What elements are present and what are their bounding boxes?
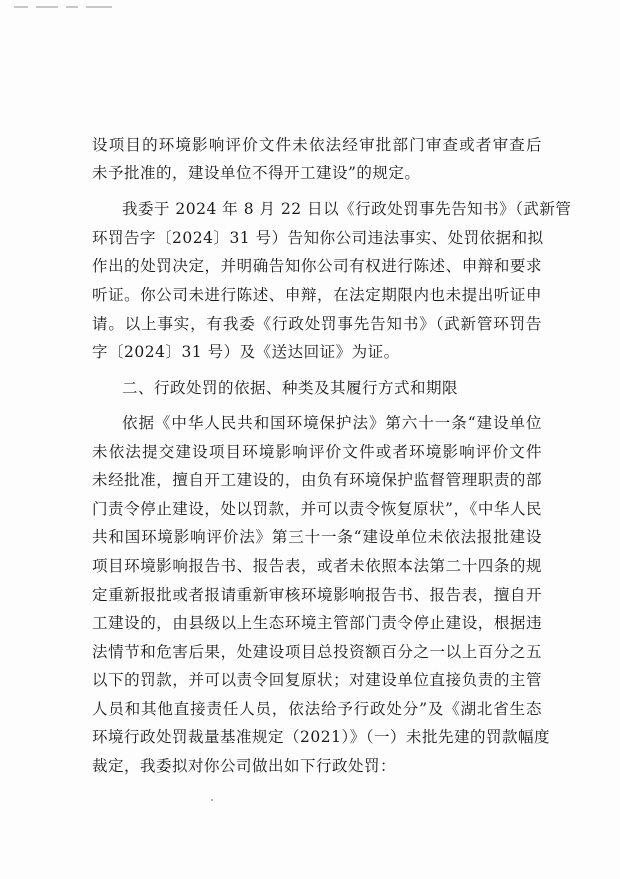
paragraph-line: 法情节和危害后果，处建设项目总投资额百分之一以上百分之五 (92, 643, 542, 661)
scan-header-marks (14, 6, 124, 10)
paragraph-line: 人员和其他直接责任人员，依法给予行政处分”及《湖北省生态 (92, 700, 542, 718)
section-heading: 二、行政处罚的依据、种类及其履行方式和期限 (122, 379, 459, 397)
paragraph-line: 依据《中华人民共和国环境保护法》第六十一条“建设单位 (122, 414, 542, 432)
paragraph-line: 未经批准，擅自开工建设的，由负有环境保护监督管理职责的部 (92, 471, 542, 489)
paragraph-line: 门责令停止建设，处以罚款，并可以责令恢复原状”，《中华人民 (92, 500, 542, 518)
paragraph-line: 环罚告字〔2024〕31 号）告知你公司违法事实、处罚依据和拟 (92, 229, 544, 247)
paragraph-line: 未依法提交建设项目环境影响评价文件或者环境影响评价文件 (92, 443, 542, 461)
paragraph-line: 定重新报批或者报请重新审核环境影响报告书、报告表，擅自开 (92, 586, 542, 604)
paragraph-line: 裁定，我委拟对你公司做出如下行政处罚： (92, 757, 397, 775)
paragraph-line: 听证。你公司未进行陈述、申辩，在法定期限内也未提出听证申 (92, 286, 542, 304)
paragraph-line: 字〔2024〕31 号）及《送达回证》为证。 (92, 343, 400, 361)
paragraph-line: 请。以上事实，有我委《行政处罚事先告知书》（武新管环罚告 (92, 315, 542, 333)
scan-speck (211, 799, 213, 801)
paragraph-line: 我委于 2024 年 8 月 22 日以《行政处罚事先告知书》（武新管 (122, 200, 572, 218)
paragraph-line: 共和国环境影响评价法》第三十一条“建设单位未依法报批建设 (92, 528, 542, 546)
paragraph-line: 项目环境影响报告书、报告表，或者未依照本法第二十四条的规 (92, 557, 542, 575)
paragraph-line: 环境行政处罚裁量基准规定（2021）》（一）未批先建的罚款幅度 (92, 728, 550, 746)
paragraph-line: 设项目的环境影响评价文件未依法经审批部门审查或者审查后 (92, 136, 542, 154)
paragraph-line: 未予批准的，建设单位不得开工建设”的规定。 (92, 164, 421, 182)
paragraph-line: 以下的罚款，并可以责令回复原状；对建设单位直接负责的主管 (92, 671, 542, 689)
paragraph-line: 作出的处罚决定，并明确告知你公司有权进行陈述、申辩和要求 (92, 257, 542, 275)
paragraph-line: 工建设的，由县级以上生态环境主管部门责令停止建设，根据违 (92, 614, 542, 632)
